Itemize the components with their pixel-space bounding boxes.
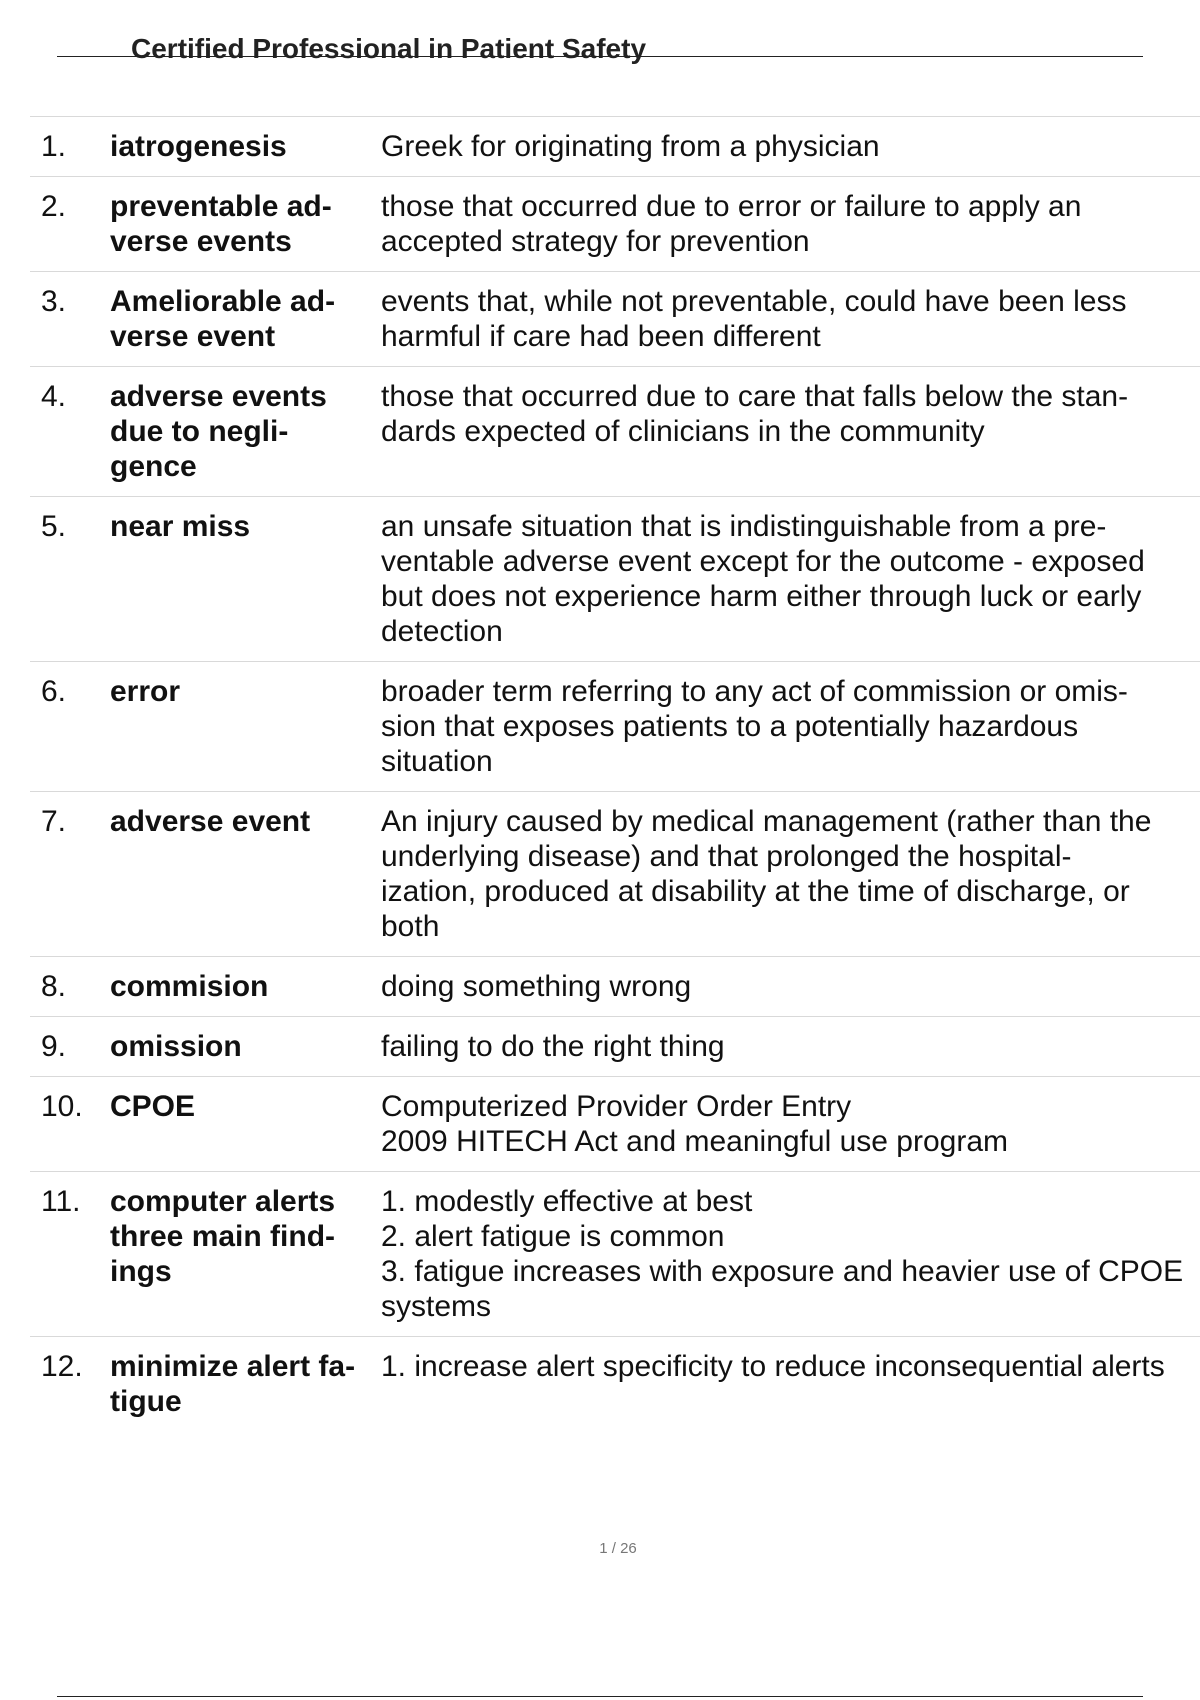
footer-rule [57,1696,1143,1697]
card-definition: those that occurred due to care that falls below the stan- dards expected of clinicians in the community [381,380,1129,448]
card-number: 5. [41,510,67,543]
card-number: 10. [41,1090,83,1123]
card-number: 7. [41,805,67,838]
card-term: commision [110,970,269,1003]
flashcard-row [30,957,1200,1017]
card-term: preventable ad- verse events [110,190,332,258]
card-definition: events that, while not preventable, could have been less harmful if care had been different [381,285,1127,353]
card-number: 12. [41,1350,83,1383]
card-number: 8. [41,970,67,1003]
flashcard-row [30,1077,1200,1172]
flashcard-row [30,497,1200,662]
card-definition: those that occurred due to error or failure to apply an accepted strategy for prevention [381,190,1082,258]
card-definition: 1. increase alert specificity to reduce inconsequential alerts [381,1350,1165,1383]
card-term: iatrogenesis [110,130,287,163]
card-number: 2. [41,190,67,223]
card-term: adverse events due to negli- gence [110,380,327,483]
card-term: computer alerts three main find- ings [110,1185,336,1288]
card-number: 1. [41,130,67,163]
card-definition: failing to do the right thing [381,1030,725,1063]
flashcard-row [30,367,1200,497]
card-definition: Greek for originating from a physician [381,130,880,163]
page-header [57,28,1143,64]
card-term: Ameliorable ad- verse event [110,285,336,353]
flashcard-row [30,1017,1200,1077]
card-definition: Computerized Provider Order Entry 2009 HITECH Act and meaningful use program [381,1090,1008,1158]
flashcard-row [30,792,1200,957]
card-definition: doing something wrong [381,970,692,1003]
flashcard-row [30,1337,1200,1431]
card-number: 9. [41,1030,67,1063]
flashcard-list [30,116,1200,1431]
card-number: 3. [41,285,67,318]
card-number: 11. [41,1185,81,1218]
flashcard-row [30,662,1200,792]
card-term: omission [110,1030,242,1063]
flashcard-row [30,1172,1200,1337]
card-term: adverse event [110,805,311,838]
card-definition: An injury caused by medical management (rather than the underlying disease) and that prolonged the hospital- ization, produced at disability at the time of discharge, or both [381,805,1152,943]
card-number: 6. [41,675,67,708]
flashcard-row [30,177,1200,272]
card-term: CPOE [110,1090,196,1123]
card-term: minimize alert fa- tigue [110,1350,356,1418]
flashcard-row [30,272,1200,367]
card-definition: broader term referring to any act of commission or omis- sion that exposes patients to a potentially hazardous situation [381,675,1128,778]
page-title: Certified Professional in Patient Safety [131,33,647,64]
card-term: near miss [110,510,251,543]
page-number: 1 / 26 [599,1540,637,1557]
card-definition: an unsafe situation that is indistinguishable from a pre- ventable adverse event except for the outcome - exposed but does not experience harm either through luck or early detection [381,510,1145,648]
card-term: error [110,675,181,708]
card-number: 4. [41,380,67,413]
flashcard-row [30,117,1200,177]
card-definition: 1. modestly effective at best 2. alert fatigue is common 3. fatigue increases with exposure and heavier use of CPOE systems [381,1185,1184,1323]
